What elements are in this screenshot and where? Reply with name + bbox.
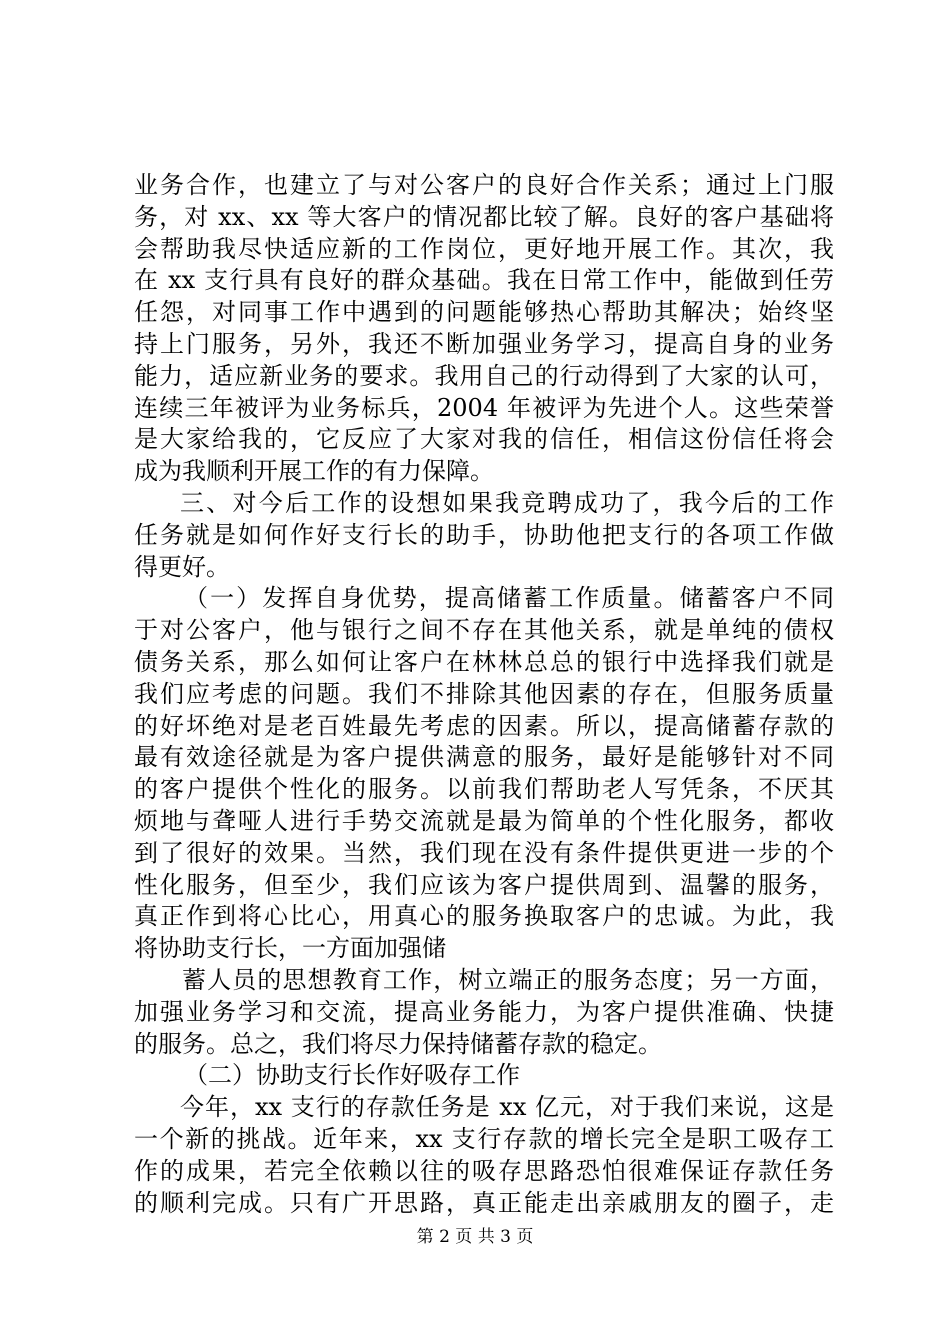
text-line: 真正作到将心比心，用真心的服务换取客户的忠诚。为此，我 — [134, 902, 834, 931]
text-line: 的客户提供个性化的服务。以前我们帮助老人写凭条，不厌其 — [134, 775, 834, 804]
subsection-heading-line: （一）发挥自身优势，提高储蓄工作质量。储蓄客户不同 — [184, 584, 834, 613]
body-text — [134, 170, 834, 1219]
text-line: 的好坏绝对是老百姓最先考虑的因素。所以，提高储蓄存款的 — [134, 711, 834, 740]
text-line: 的服务。总之，我们将尽力保持储蓄存款的稳定。 — [134, 1029, 662, 1058]
text-line: 蓄人员的思想教育工作，树立端正的服务态度；另一方面， — [182, 965, 834, 994]
text-line: 今年，xx 支行的存款任务是 xx 亿元，对于我们来说，这是 — [180, 1093, 834, 1122]
text-line: 能力，适应新业务的要求。我用自己的行动得到了大家的认可， — [134, 361, 834, 390]
text-line: 会帮助我尽快适应新的工作岗位，更好地开展工作。其次，我 — [134, 234, 834, 263]
text-line: 业务合作，也建立了与对公客户的良好合作关系；通过上门服 — [134, 171, 834, 199]
text-line: 任怨，对同事工作中遇到的问题能够热心帮助其解决；始终坚 — [134, 298, 834, 327]
text-line: 得更好。 — [134, 552, 230, 581]
text-line: 性化服务，但至少，我们应该为客户提供周到、温馨的服务， — [134, 870, 834, 899]
page-footer: 第 2 页 共 3 页 — [416, 1227, 534, 1247]
text-line: 务，对 xx、xx 等大客户的情况都比较了解。良好的客户基础将 — [134, 202, 834, 231]
text-line: 在 xx 支行具有良好的群众基础。我在日常工作中，能做到任劳 — [134, 266, 834, 295]
text-line: 成为我顺利开展工作的有力保障。 — [134, 457, 494, 486]
text-line: 作的成果，若完全依赖以往的吸存思路恐怕很难保证存款任务 — [134, 1156, 834, 1185]
text-line: 我们应考虑的问题。我们不排除其他因素的存在，但服务质量 — [134, 679, 834, 708]
text-line: 持上门服务，另外，我还不断加强业务学习，提高自身的业务 — [134, 329, 834, 358]
text-line: 最有效途径就是为客户提供满意的服务，最好是能够针对不同 — [134, 743, 834, 772]
subsection-heading-line: （二）协助支行长作好吸存工作 — [184, 1061, 520, 1090]
text-line: 将协助支行长，一方面加强储 — [134, 934, 446, 963]
text-line: 是大家给我的，它反应了大家对我的信任，相信这份信任将会 — [134, 425, 834, 454]
text-line: 于对公客户，他与银行之间不存在其他关系，就是单纯的债权 — [134, 616, 834, 645]
text-line: 到了很好的效果。当然，我们现在没有条件提供更进一步的个 — [134, 838, 834, 867]
text-line: 一个新的挑战。近年来，xx 支行存款的增长完全是职工吸存工 — [134, 1124, 834, 1153]
section-heading-line: 三、对今后工作的设想如果我竞聘成功了，我今后的工作 — [180, 488, 834, 517]
text-line: 连续三年被评为业务标兵，2004 年被评为先进个人。这些荣誉 — [134, 393, 834, 422]
text-line: 的顺利完成。只有广开思路，真正能走出亲戚朋友的圈子，走 — [134, 1188, 834, 1217]
text-line: 任务就是如何作好支行长的助手，协助他把支行的各项工作做 — [134, 520, 834, 549]
text-line: 烦地与聋哑人进行手势交流就是最为简单的个性化服务，都收 — [134, 806, 834, 835]
text-line: 债务关系，那么如何让客户在林林总总的银行中选择我们就是 — [134, 647, 834, 676]
text-line: 加强业务学习和交流，提高业务能力，为客户提供准确、快捷 — [134, 997, 834, 1026]
